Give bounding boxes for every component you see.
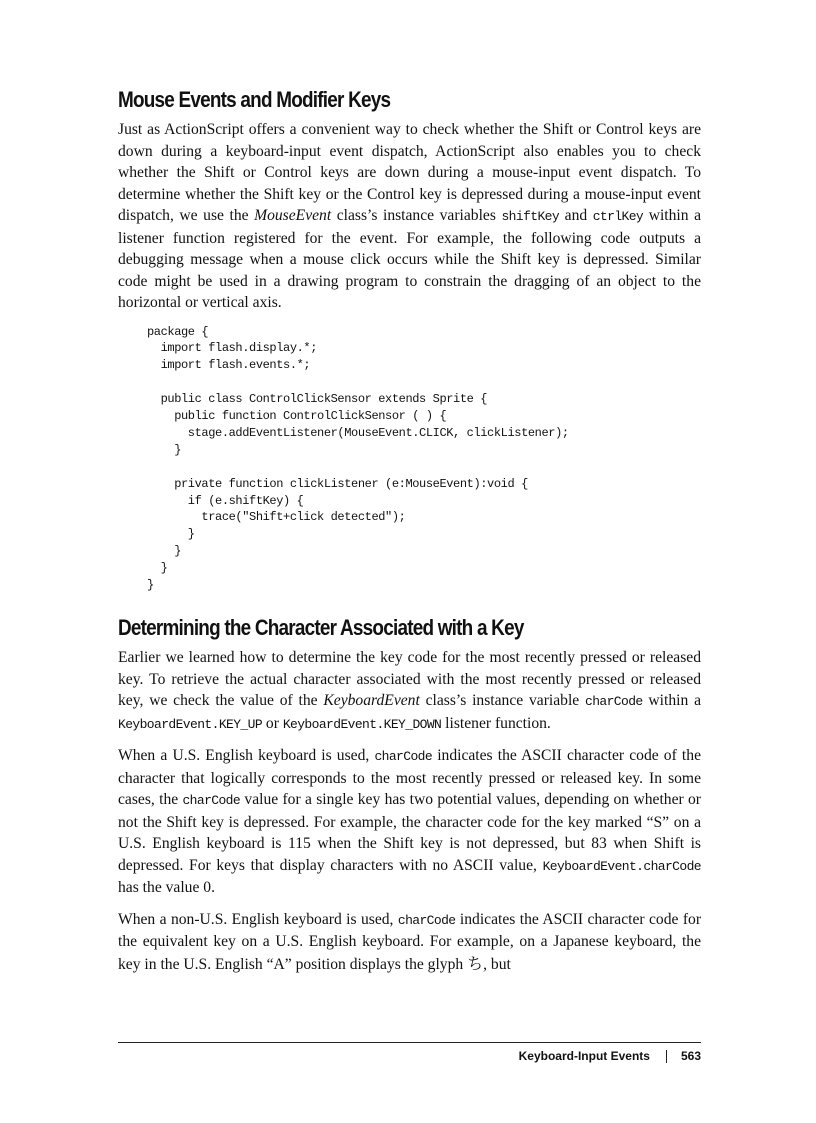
text-run: has the value 0. <box>118 879 215 896</box>
text-run: indicates the ASCII character code of the character that logically corresponds to the most recently pressed or released key. In some cases, the <box>118 747 701 808</box>
text-run: within a listener function registered for the event. For example, the following code outputs a debugging message when a mouse click occurs while the Shift key is depressed. Similar code might be used in a drawing program to constrain the dragging of an object to the horizontal or vertical axis. <box>118 207 702 311</box>
code-block-controlclicksensor: package { import flash.display.*; import flash.events.*; public class ControlClickSensor extends Sprite { public function ControlClickSensor ( ) { stage.addEventListener(MouseEvent.CLICK, clickListener); } private function clickListener (e:MouseEvent):void { if (e.shiftKey) { trace("Shift+click detected"); } } } } <box>147 324 569 593</box>
text-run: listener function. <box>441 714 551 732</box>
inline-code-key-down: KeyboardEvent.KEY_DOWN <box>282 716 442 732</box>
text-run: class’s instance variable <box>419 692 585 709</box>
text-run: class’s instance variables <box>331 207 502 224</box>
text-run: When a U.S. English keyboard is used, <box>118 747 375 764</box>
text-run: value for a single key has two potential values, depending on whether or not the Shift key is depressed. For example, the character code for the key marked “S” on a U.S. English keyboard is 115 when the Shift key is not depressed, but 83 when Shift is depressed. For keys that display characters with no ASCII value, <box>118 791 701 874</box>
paragraph-charcode-intro <box>118 647 701 735</box>
text-run: When a non-U.S. English keyboard is used, <box>118 910 398 928</box>
inline-code-ctrlkey: ctrlKey <box>592 209 644 224</box>
inline-code-shiftkey: shiftKey <box>501 209 560 224</box>
footer-divider <box>666 1050 667 1063</box>
text-run: and <box>559 207 593 224</box>
japanese-glyph: ち <box>467 953 484 973</box>
inline-code-charcode: charCode <box>374 749 433 764</box>
text-run: within a <box>642 692 701 709</box>
inline-code-keyboardevent-charcode: KeyboardEvent.charCode <box>542 858 701 874</box>
footer-chapter-title: Keyboard-Input Events <box>518 1049 650 1063</box>
section-heading-mouse-events: Mouse Events and Modifier Keys <box>118 87 391 112</box>
section-heading-character-key: Determining the Character Associated with a Key <box>118 615 524 640</box>
inline-code-charcode: charCode <box>182 793 241 808</box>
text-run: Earlier we learned how to determine the key code for the most recently pressed or released key. To retrieve the actual character associated with the most recently pressed or released key, we check the value of the <box>118 649 701 709</box>
paragraph-us-english-keyboard <box>118 745 701 899</box>
class-name-mouseevent: MouseEvent <box>254 207 332 224</box>
paragraph-non-us-keyboard <box>118 909 701 976</box>
inline-code-charcode: charCode <box>585 694 643 709</box>
text-run: or <box>262 714 283 732</box>
paragraph-mouse-modifiers <box>118 119 701 314</box>
footer-content <box>519 1049 701 1063</box>
text-run: Just as ActionScript offers a convenient way to check whether the Shift or Control keys are down during a keyboard-input event dispatch, ActionScript also enables you to check whether the Shift or Control keys are down during a mouse-input event dispatch. To determine whether the Shift key or the Control key is depressed during a mouse-input event dispatch, we use the <box>118 121 701 224</box>
inline-code-key-up: KeyboardEvent.KEY_UP <box>118 716 263 732</box>
text-run: indicates the ASCII character code for the equivalent key on a U.S. English keyboard. For example, on a Japanese keyboard, the key in the U.S. English “A” position displays the glyph <box>118 910 702 973</box>
footer-page-number: 563 <box>680 1049 701 1063</box>
class-name-keyboardevent: KeyboardEvent <box>323 692 420 709</box>
page-footer <box>118 1042 701 1063</box>
page-content <box>118 86 701 985</box>
inline-code-charcode: charCode <box>397 912 456 928</box>
text-run: , but <box>483 955 511 973</box>
